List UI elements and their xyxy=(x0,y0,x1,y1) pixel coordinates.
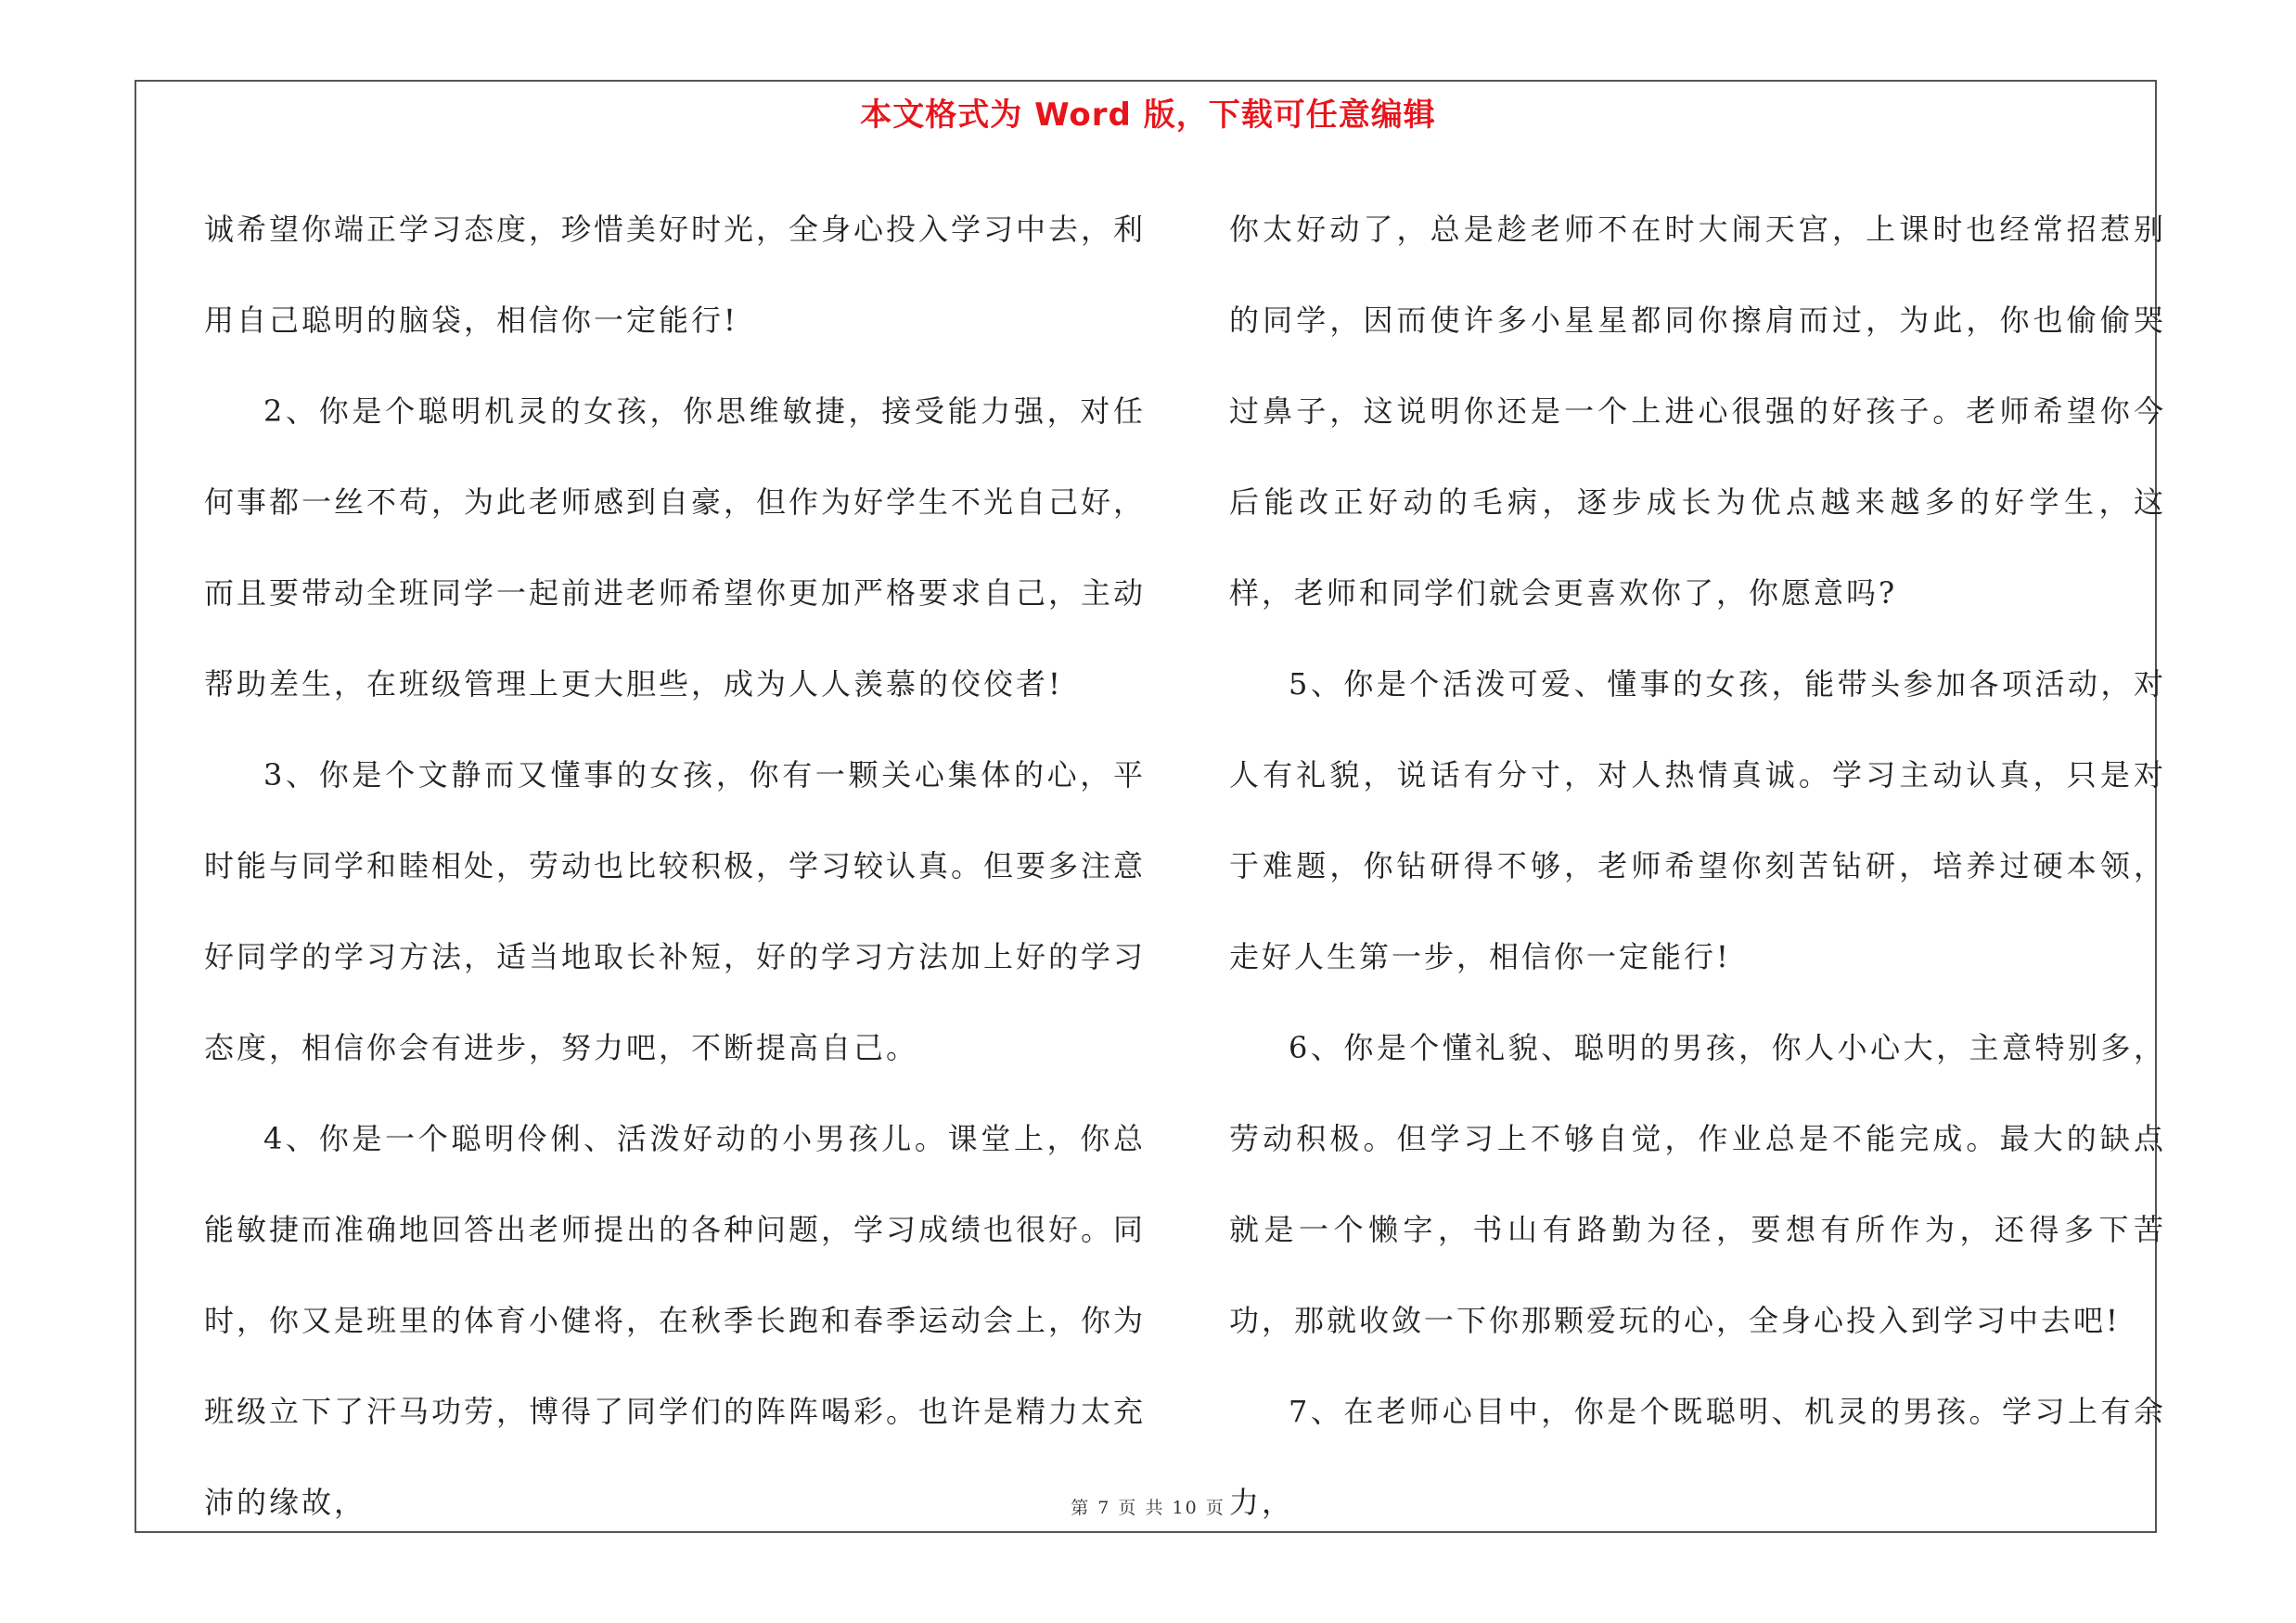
format-banner: 本文格式为 Word 版，下载可任意编辑 xyxy=(860,97,1436,134)
paragraph: 2、你是个聪明机灵的女孩，你思维敏捷，接受能力强，对任何事都一丝不苟，为此老师感到自豪，但作为好学生不光自己好，而且要带动全班同学一起前进老师希望你更加严格要求自己，主动帮助差生，在班级管理上更大胆些，成为人人羡慕的佼佼者! xyxy=(204,393,1147,702)
right-column xyxy=(1229,184,2166,1520)
paragraph: 4、你是一个聪明伶俐、活泼好动的小男孩儿。课堂上，你总能敏捷而准确地回答出老师提出的各种问题，学习成绩也很好。同时，你又是班里的体育小健将，在秋季长跑和春季运动会上，你为班级立下了汗马功劳，博得了同学们的阵阵喝彩。也许是精力太充沛的缘故， xyxy=(204,1121,1147,1520)
paragraph: 诚希望你端正学习态度，珍惜美好时光，全身心投入学习中去，利用自己聪明的脑袋，相信你一定能行! xyxy=(204,212,1147,338)
paragraph: 3、你是个文静而又懂事的女孩，你有一颗关心集体的心，平时能与同学和睦相处，劳动也比较积极，学习较认真。但要多注意好同学的学习方法，适当地取长补短，好的学习方法加上好的学习态度，相信你会有进步，努力吧，不断提高自己。 xyxy=(204,757,1147,1065)
page-number-footer: 第 7 页 共 10 页 xyxy=(1071,1498,1225,1518)
paragraph: 5、你是个活泼可爱、懂事的女孩，能带头参加各项活动，对人有礼貌，说话有分寸，对人热情真诚。学习主动认真，只是对于难题，你钻研得不够，老师希望你刻苦钻研，培养过硬本领，走好人生第一步，相信你一定能行! xyxy=(1229,666,2166,974)
paragraph: 7、在老师心目中，你是个既聪明、机灵的男孩。学习上有余力， xyxy=(1229,1394,2166,1520)
paragraph: 6、你是个懂礼貌、聪明的男孩，你人小心大，主意特别多，劳动积极。但学习上不够自觉，作业总是不能完成。最大的缺点就是一个懒字，书山有路勤为径，要想有所作为，还得多下苦功，那就收敛一下你那颗爱玩的心，全身心投入到学习中去吧! xyxy=(1229,1030,2166,1338)
paragraph: 你太好动了，总是趁老师不在时大闹天宫，上课时也经常招惹别的同学，因而使许多小星星都同你擦肩而过，为此，你也偷偷哭过鼻子，这说明你还是一个上进心很强的好孩子。老师希望你今后能改正好动的毛病，逐步成长为优点越来越多的好学生，这样，老师和同学们就会更喜欢你了，你愿意吗? xyxy=(1229,212,2166,611)
left-column xyxy=(204,184,1147,1520)
